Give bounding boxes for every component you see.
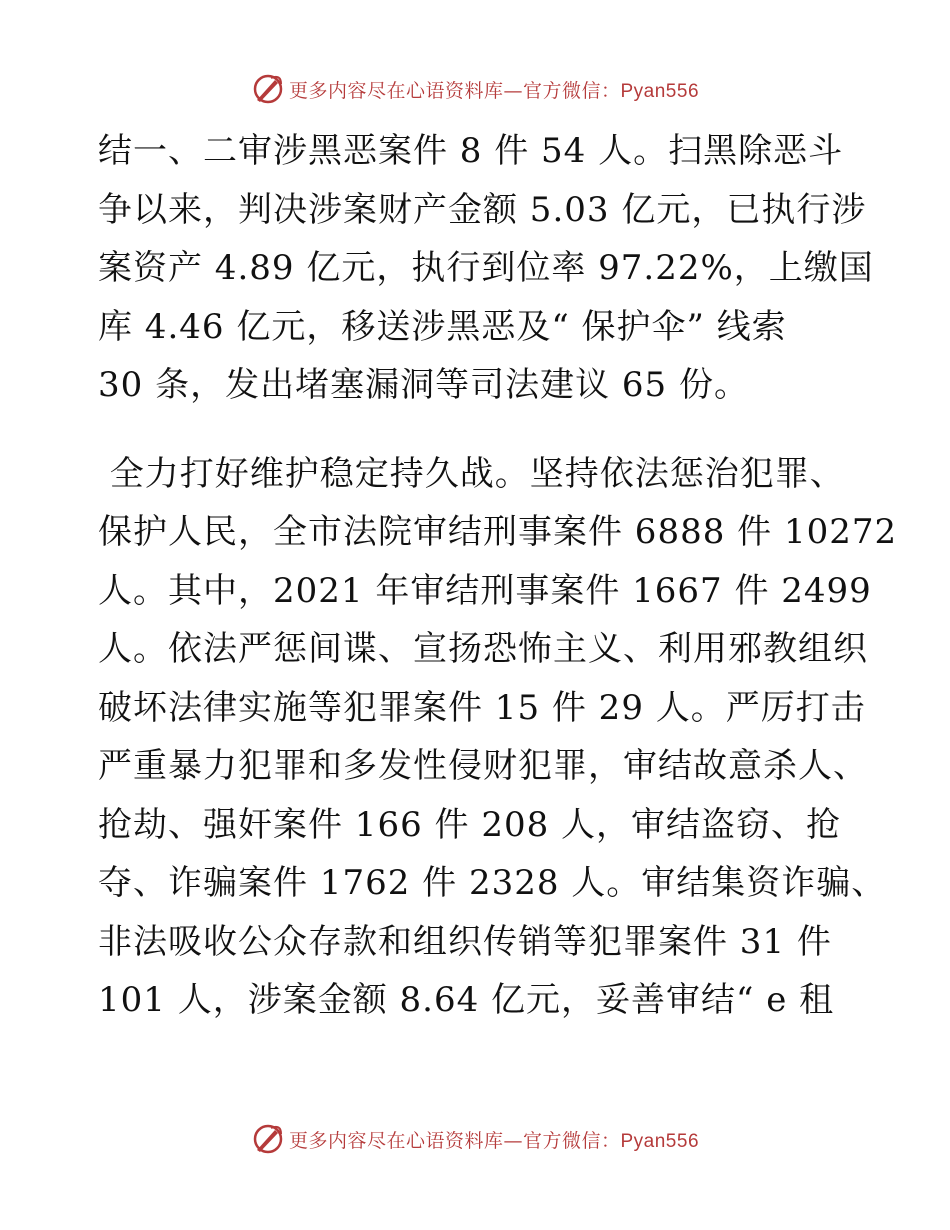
header-banner-text	[289, 76, 699, 103]
text-line: 非法吸收公众存款和组织传销等犯罪案件 31 件	[98, 921, 832, 962]
text-line: 库 4.46 亿元，移送涉黑恶及“ 保护伞” 线索	[98, 306, 787, 347]
text-line: 结一、二审涉黑恶案件 8 件 54 人。扫黑除恶斗	[98, 131, 844, 171]
footer-banner-text	[289, 1126, 699, 1153]
text-line: 破坏法律实施等犯罪案件 15 件 29 人。严厉打击	[98, 687, 866, 728]
text-line: 人。其中，2021 年审结刑事案件 1667 件 2499	[98, 570, 872, 611]
text-line: 抢劫、强奸案件 166 件 208 人，审结盗窃、抢	[98, 804, 842, 845]
header-banner	[0, 72, 950, 106]
text-line: 夺、诈骗案件 1762 件 2328 人。审结集资诈骗、	[98, 863, 887, 903]
paragraph-1	[98, 122, 874, 415]
quill-logo-icon	[251, 1122, 285, 1156]
text-line: 严重暴力犯罪和多发性侵财犯罪，审结故意杀人、	[98, 746, 868, 786]
text-line: 101 人，涉案金额 8.64 亿元，妥善审结“ e 租	[98, 980, 835, 1020]
text-line: 30 条，发出堵塞漏洞等司法建议 65 份。	[98, 365, 749, 405]
header-banner-label: 更多内容尽在心语资料库—官方微信：	[288, 79, 621, 102]
paragraph-2	[98, 445, 898, 1030]
footer-banner-label: 更多内容尽在心语资料库—官方微信：	[288, 1129, 621, 1152]
text-line: 全力打好维护稳定持久战。坚持依法惩治犯罪、	[98, 453, 845, 494]
text-line: 争以来，判决涉案财产金额 5.03 亿元，已执行涉	[98, 189, 867, 230]
footer-wechat-id: Pyan556	[620, 1130, 700, 1152]
footer-banner	[0, 1122, 950, 1156]
text-line: 保护人民，全市法院审结刑事案件 6888 件 10272	[98, 512, 898, 552]
text-line: 案资产 4.89 亿元，执行到位率 97.22%，上缴国	[98, 248, 874, 288]
quill-logo-icon	[251, 72, 285, 106]
header-wechat-id: Pyan556	[620, 80, 700, 102]
text-line: 人。依法严惩间谍、宣扬恐怖主义、利用邪教组织	[98, 629, 868, 669]
document-body	[98, 122, 898, 1030]
